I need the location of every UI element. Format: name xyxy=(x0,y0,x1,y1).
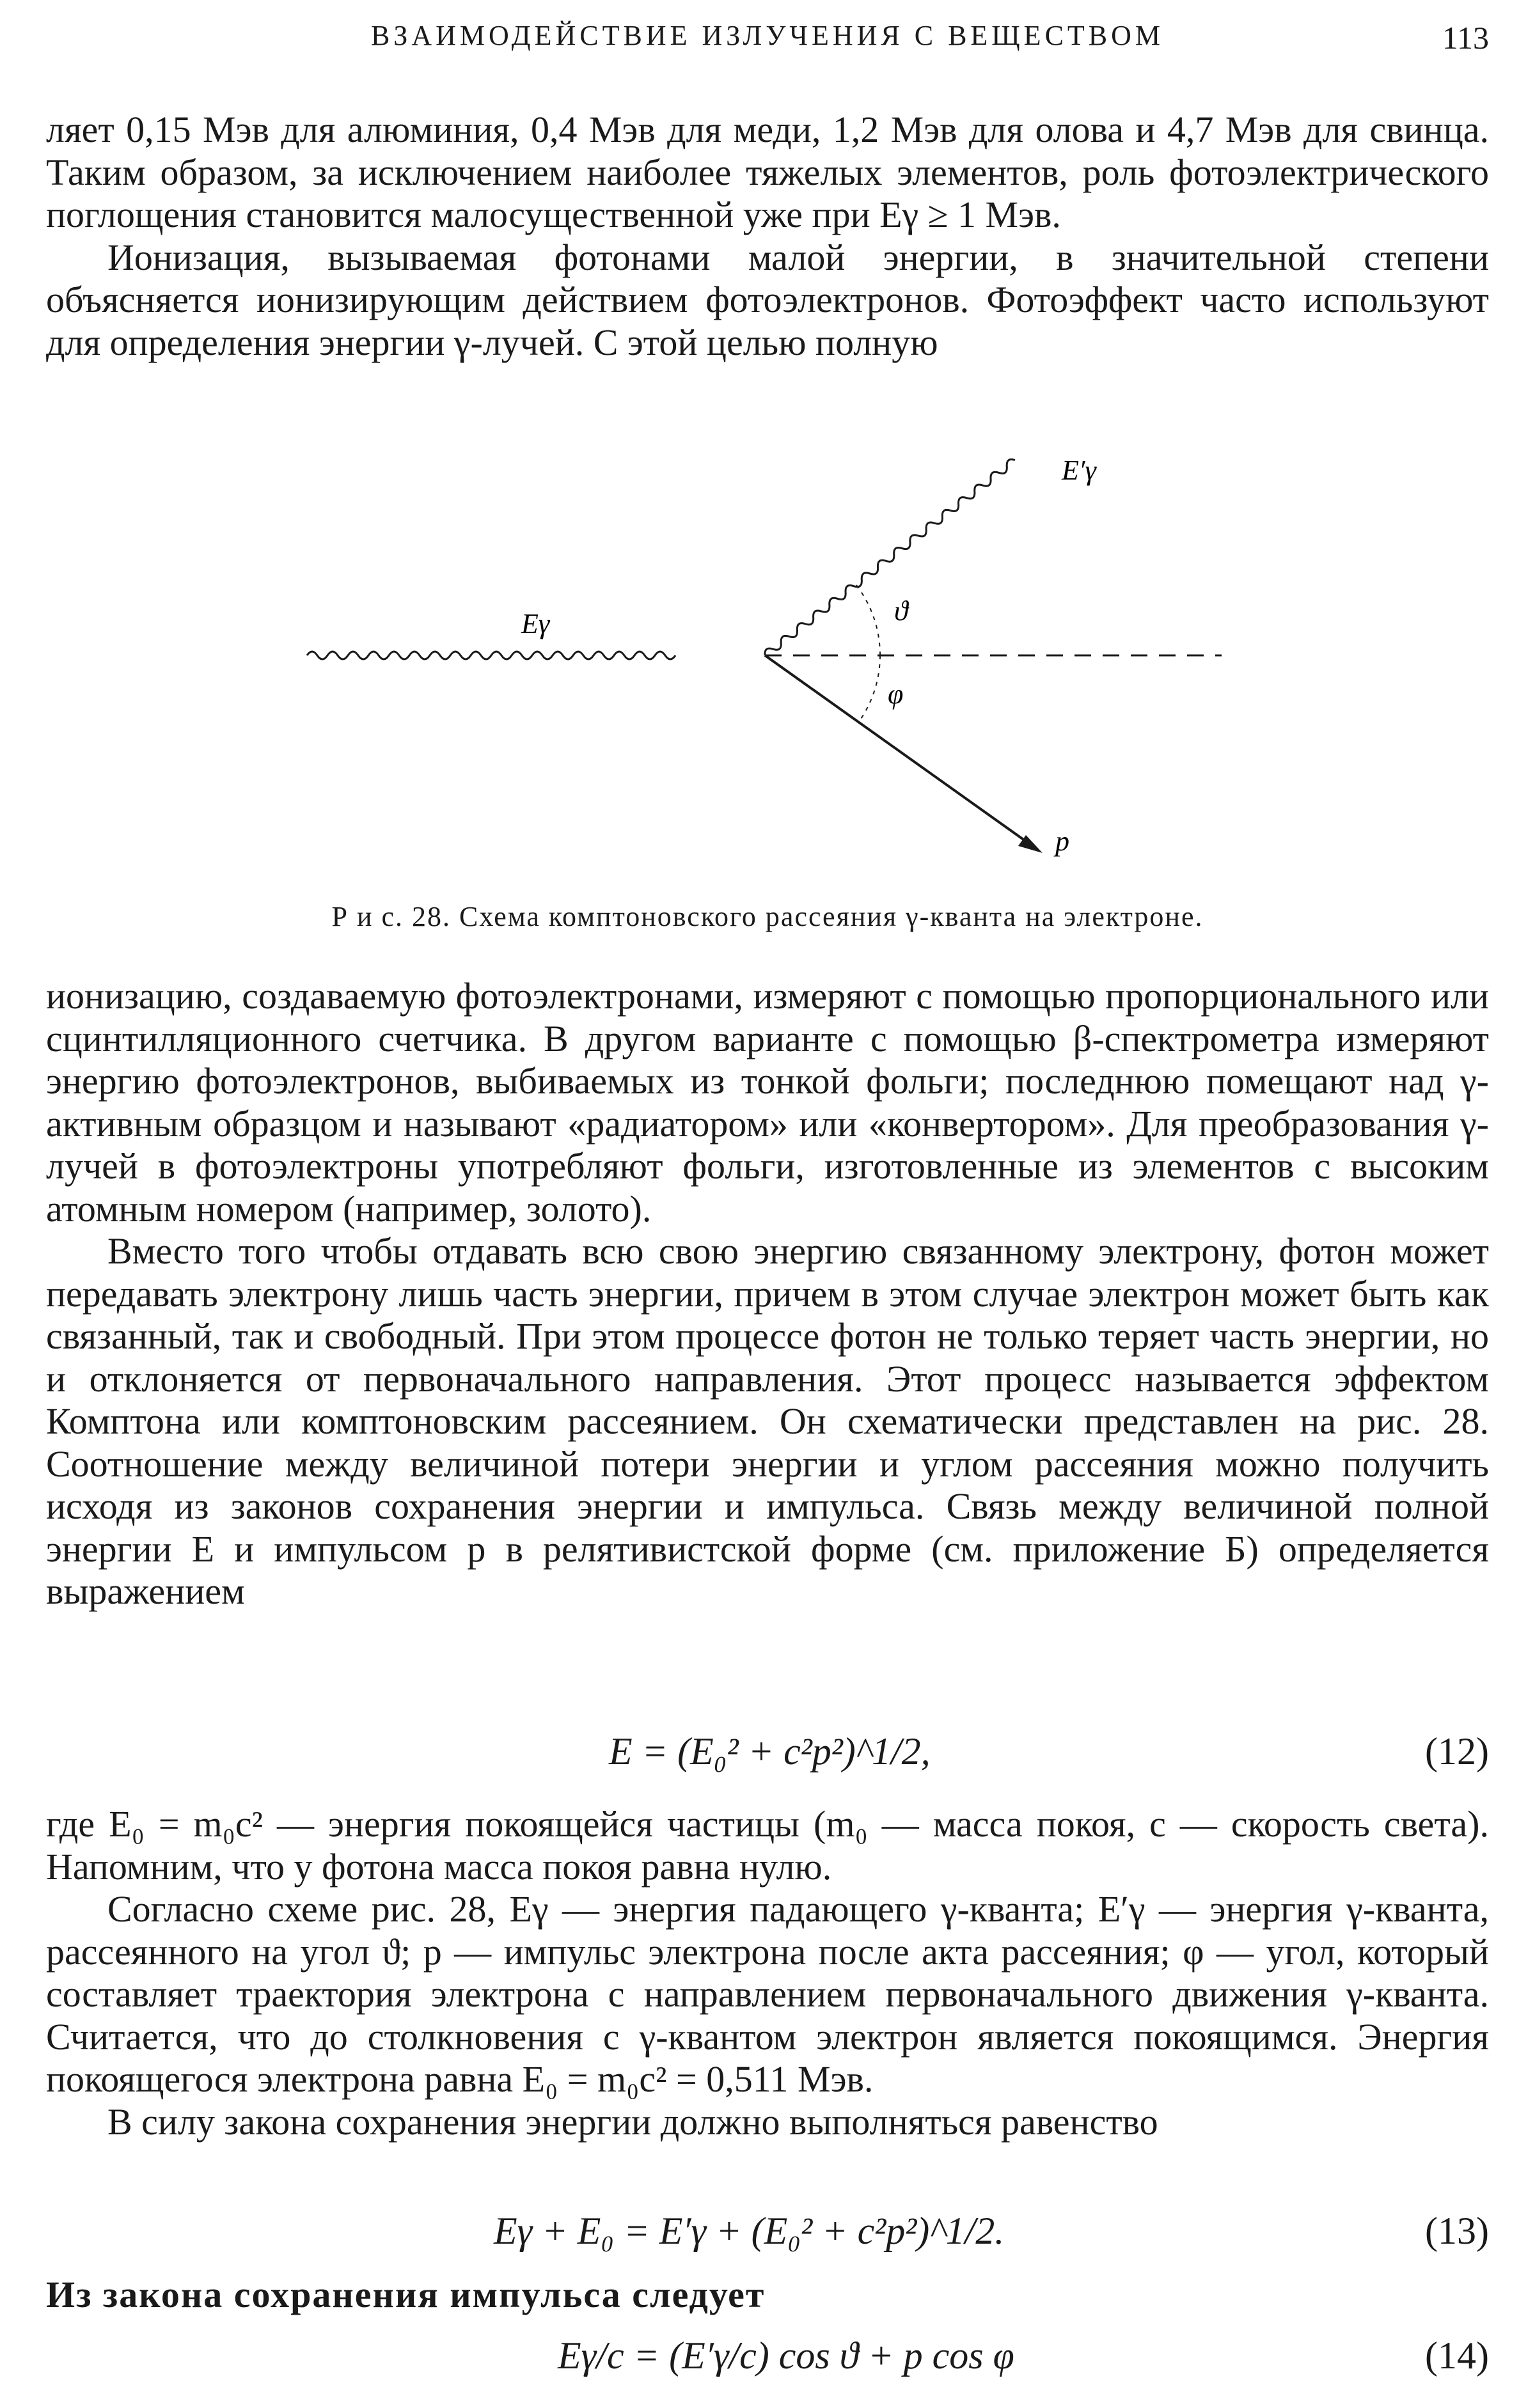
equation-13-expr: Eγ + E₀ = E′γ + (E₀² + c²p²)^1/2. xyxy=(494,2210,1005,2252)
equation-14 xyxy=(46,2334,1489,2379)
equation-13-number: (13) xyxy=(1425,2210,1489,2252)
paragraph-4: Вместо того чтобы отдавать всю свою энергию связанному электрону, фотон может передавать электрону лишь часть энергии, причем в этом случае электрон может быть как связанный, так и свободный. При этом процессе фотон не только теряет часть энергии, но и отклоняется от первоначального направления. Этот процесс называется эффектом Комптона или комптоновским рассеянием. Он схематически представлен на рис. 28. Соотношение между величиной потери энергии и углом рассеяния можно получить исходя из законов сохранения энергии и импульса. Связь между величиной полной энергии E и импульсом p в релятивистской форме (см. приложение Б) определяется выражением xyxy=(46,1230,1489,1612)
equation-12 xyxy=(46,1730,1489,1774)
equation-14-number: (14) xyxy=(1425,2334,1489,2377)
scattered-photon-wave xyxy=(762,457,1017,659)
paragraph-6: Согласно схеме рис. 28, Eγ — энергия падающего γ-кванта; E′γ — энергия γ-кванта, рассеянного на угол ϑ; p — импульс электрона после акта рассеяния; φ — угол, который составляет траектория электрона с направлением первоначального движения γ-кванта. Считается, что до столкновения с γ-квантом электрон является покоящимся. Энергия покоящегося электрона равна E₀ = m₀c² = 0,511 Мэв. xyxy=(46,1888,1489,2100)
page-number: 113 xyxy=(1442,20,1489,56)
header-title: ВЗАИМОДЕЙСТВИЕ ИЗЛУЧЕНИЯ С ВЕЩЕСТВОМ xyxy=(370,20,1165,51)
running-header xyxy=(0,12,1535,56)
theta-arc xyxy=(856,584,880,655)
text-block-lower xyxy=(46,1803,1489,2143)
momentum-heading: Из закона сохранения импульса следует xyxy=(46,2274,766,2315)
paragraph-2: Ионизация, вызываемая фотонами малой энергии, в значительной степени объясняется ионизирующим действием фотоэлектронов. Фотоэффект часто используют для определения энергии γ-лучей. С этой целью полную xyxy=(46,236,1489,363)
text-block-middle xyxy=(46,975,1489,1613)
label-theta: ϑ xyxy=(894,595,908,627)
equation-14-expr: Eγ/c = (E′γ/c) cos ϑ + p cos φ xyxy=(558,2334,1014,2377)
label-incoming-energy: Eγ xyxy=(521,608,550,639)
paragraph-5: где E₀ = m₀c² — энергия покоящейся частицы (m₀ — масса покоя, c — скорость света). Напомним, что у фотона масса покоя равна нулю. xyxy=(46,1803,1489,1888)
label-phi: φ xyxy=(888,678,904,710)
incoming-photon-wave xyxy=(307,652,675,659)
equation-12-expr: E = (E₀² + c²p²)^1/2, xyxy=(609,1730,931,1772)
equation-12-number: (12) xyxy=(1425,1730,1489,1772)
label-scattered-energy: E′γ xyxy=(1062,455,1096,486)
equation-13 xyxy=(46,2209,1489,2254)
phi-arc xyxy=(858,655,880,723)
paragraph-1: ляет 0,15 Мэв для алюминия, 0,4 Мэв для меди, 1,2 Мэв для олова и 4,7 Мэв для свинца. Таким образом, за исключением наиболее тяжелых элементов, роль фотоэлектрического поглощения становится малосущественной уже при Eγ ≥ 1 Мэв. xyxy=(46,109,1489,235)
compton-figure xyxy=(301,435,1234,882)
figure-caption: Р и с. 28. Схема комптоновского рассеяния γ-кванта на электроне. xyxy=(331,901,1204,932)
label-momentum: p xyxy=(1055,825,1069,857)
text-block-top xyxy=(46,109,1489,364)
paragraph-7: В силу закона сохранения энергии должно выполняться равенство xyxy=(107,2100,1158,2143)
paragraph-3: ионизацию, создаваемую фотоэлектронами, измеряют с помощью пропорционального или сцинтилляционного счетчика. В другом варианте с помощью β-спектрометра измеряют энергию фотоэлектронов, выбиваемых из тонкой фольги; последнюю помещают над γ-активным образцом и называют «радиатором» или «конвертором». Для преобразования γ-лучей в фотоэлектроны употребляют фольги, изготовленные из элементов с высоким атомным номером (например, золото). xyxy=(46,975,1489,1230)
